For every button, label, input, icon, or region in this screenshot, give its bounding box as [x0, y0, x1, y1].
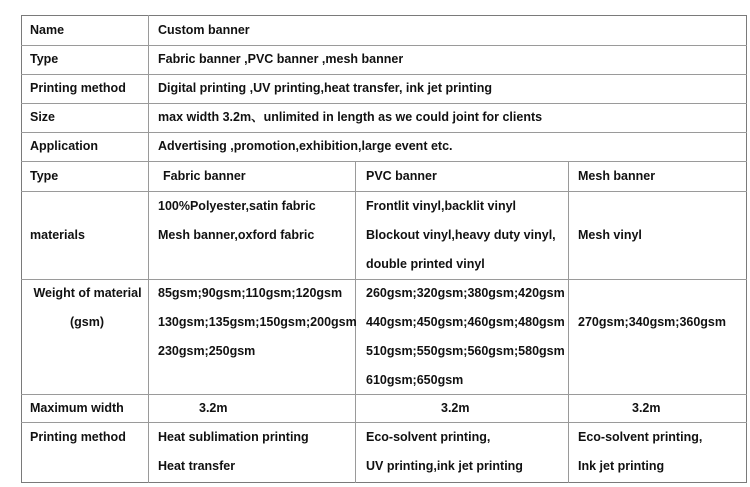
spec-printing-mesh	[578, 423, 702, 481]
column-header-pvc: PVC banner	[366, 169, 437, 183]
weight-mesh: 270gsm;340gsm;360gsm	[578, 315, 726, 329]
max-width-mesh: 3.2m	[632, 401, 661, 415]
printing-method-value: Digital printing ,UV printing,heat transfer, ink jet printing	[158, 81, 493, 95]
weight-fabric-line: 230gsm;250gsm	[158, 344, 256, 358]
weight-pvc	[366, 279, 565, 395]
spec-printing-fabric-line: Heat transfer	[158, 459, 236, 473]
column-header-fabric: Fabric banner	[163, 169, 246, 183]
column-divider	[148, 15, 149, 483]
spec-printing-pvc	[366, 423, 523, 481]
application-value: Advertising ,promotion,exhibition,large event etc.	[158, 139, 453, 153]
name-label: Name	[30, 23, 65, 37]
spec-printing-label: Printing method	[30, 430, 126, 444]
materials-pvc-line: Blockout vinyl,heavy duty vinyl,	[366, 228, 556, 242]
materials-pvc-line: double printed vinyl	[366, 257, 485, 271]
materials-pvc	[366, 192, 556, 279]
weight-label-line2: (gsm)	[70, 315, 105, 329]
weight-pvc-line: 510gsm;550gsm;560gsm;580gsm	[366, 344, 565, 358]
spec-printing-pvc-line: Eco-solvent printing,	[366, 430, 491, 444]
weight-fabric-line: 85gsm;90gsm;110gsm;120gsm	[158, 286, 343, 300]
materials-label: materials	[30, 228, 85, 242]
spec-type-label: Type	[30, 169, 59, 183]
name-value: Custom banner	[158, 23, 250, 37]
type-value: Fabric banner ,PVC banner ,mesh banner	[158, 52, 404, 66]
spec-printing-fabric-line: Heat sublimation printing	[158, 430, 309, 444]
materials-fabric-line: 100%Polyester,satin fabric	[158, 199, 316, 213]
weight-pvc-line: 260gsm;320gsm;380gsm;420gsm	[366, 286, 565, 300]
materials-pvc-line: Frontlit vinyl,backlit vinyl	[366, 199, 517, 213]
max-width-pvc: 3.2m	[441, 401, 470, 415]
weight-fabric	[158, 279, 357, 366]
max-width-label: Maximum width	[30, 401, 124, 415]
spec-printing-mesh-line: Ink jet printing	[578, 459, 665, 473]
spec-printing-pvc-line: UV printing,ink jet printing	[366, 459, 523, 473]
materials-fabric-line: Mesh banner,oxford fabric	[158, 228, 315, 242]
weight-pvc-line: 610gsm;650gsm	[366, 373, 464, 387]
printing-method-label: Printing method	[30, 81, 126, 95]
max-width-fabric: 3.2m	[199, 401, 228, 415]
materials-fabric	[158, 192, 316, 250]
column-divider	[568, 161, 569, 483]
size-value: max width 3.2m、unlimited in length as we could joint for clients	[158, 110, 543, 124]
size-label: Size	[30, 110, 56, 124]
weight-label	[30, 279, 145, 337]
column-header-mesh: Mesh banner	[578, 169, 656, 183]
weight-fabric-line: 130gsm;135gsm;150gsm;200gsm	[158, 315, 357, 329]
spec-printing-fabric	[158, 423, 309, 481]
application-label: Application	[30, 139, 99, 153]
spec-printing-mesh-line: Eco-solvent printing,	[578, 430, 703, 444]
weight-pvc-line: 440gsm;450gsm;460gsm;480gsm	[366, 315, 565, 329]
type-label: Type	[30, 52, 59, 66]
materials-mesh: Mesh vinyl	[578, 228, 642, 242]
weight-label-line1: Weight of material	[33, 286, 142, 300]
